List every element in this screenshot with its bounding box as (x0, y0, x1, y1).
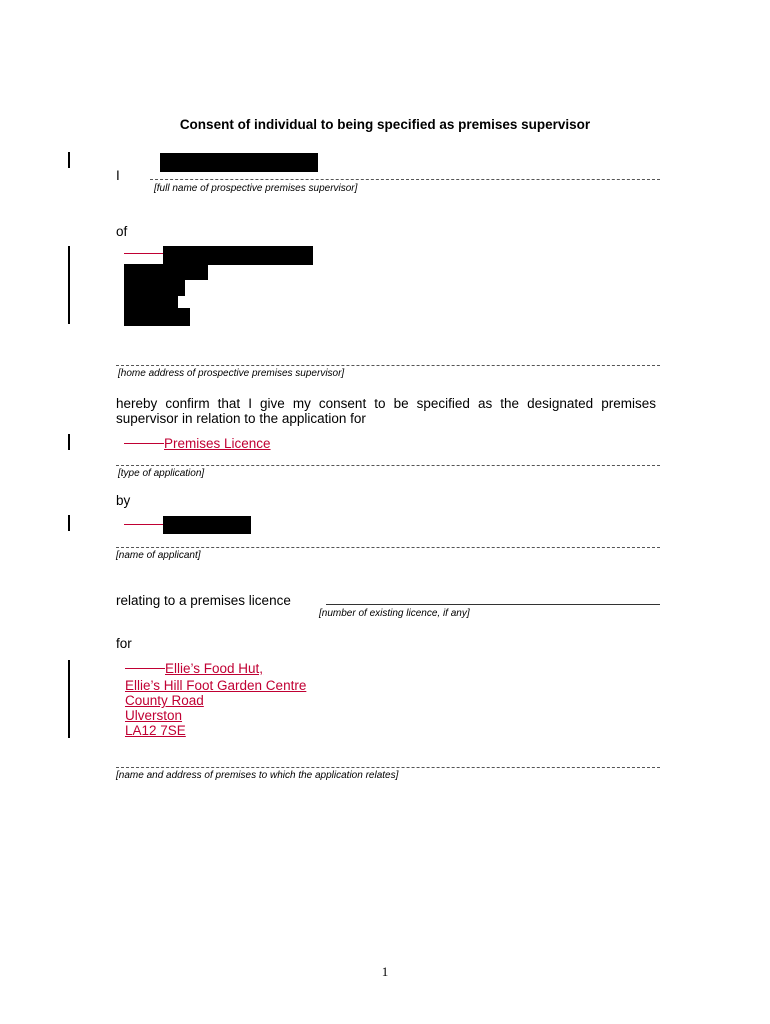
inserted-dash (124, 253, 164, 254)
existing-licence-line (326, 604, 660, 605)
page-number: 1 (381, 964, 389, 979)
caption-full-name: [full name of prospective premises supervisor] (154, 183, 358, 194)
premises-line: Ulverston (125, 708, 183, 723)
premises-line-rule (116, 767, 660, 768)
premises-line: Ellie’s Food Hut, (165, 661, 264, 676)
premises-line: LA12 7SE (125, 723, 186, 738)
redacted-address (163, 246, 313, 265)
label-relating: relating to a premises licence (116, 593, 291, 608)
redacted-name (160, 153, 318, 172)
revision-bar (68, 660, 70, 738)
revision-bar (68, 434, 70, 450)
inserted-dash (125, 668, 165, 669)
redacted-address (124, 279, 185, 296)
application-type-line (116, 465, 660, 466)
label-of: of (116, 224, 128, 239)
revision-bar (68, 152, 70, 168)
consent-paragraph: hereby confirm that I give my consent to be specified as the designated premises supervisor in relation to the application for (116, 396, 656, 426)
label-for: for (116, 636, 132, 651)
home-address-line (116, 365, 660, 366)
caption-name-of-applicant: [name of applicant] (116, 550, 201, 561)
redacted-applicant (163, 516, 251, 534)
premises-line: County Road (125, 693, 204, 708)
label-by: by (116, 493, 131, 508)
premises-address (125, 660, 306, 738)
revision-bar (68, 515, 70, 531)
application-type-value: Premises Licence (164, 436, 271, 451)
caption-home-address: [home address of prospective premises supervisor] (118, 368, 345, 379)
caption-type-of-application: [type of application] (118, 468, 205, 479)
revision-bar (68, 246, 70, 324)
inserted-dash (124, 524, 164, 525)
caption-existing-licence: [number of existing licence, if any] (319, 608, 470, 619)
applicant-line (116, 547, 660, 548)
redacted-address (124, 264, 208, 280)
full-name-line (150, 179, 660, 180)
redacted-address (124, 308, 190, 326)
inserted-dash (124, 443, 164, 444)
application-type-row (124, 435, 271, 453)
document-title: Consent of individual to being specified as premises supervisor (179, 117, 591, 132)
label-i: I (116, 168, 120, 183)
premises-line: Ellie’s Hill Foot Garden Centre (125, 678, 307, 693)
caption-premises-address: [name and address of premises to which the application relates] (116, 770, 399, 781)
